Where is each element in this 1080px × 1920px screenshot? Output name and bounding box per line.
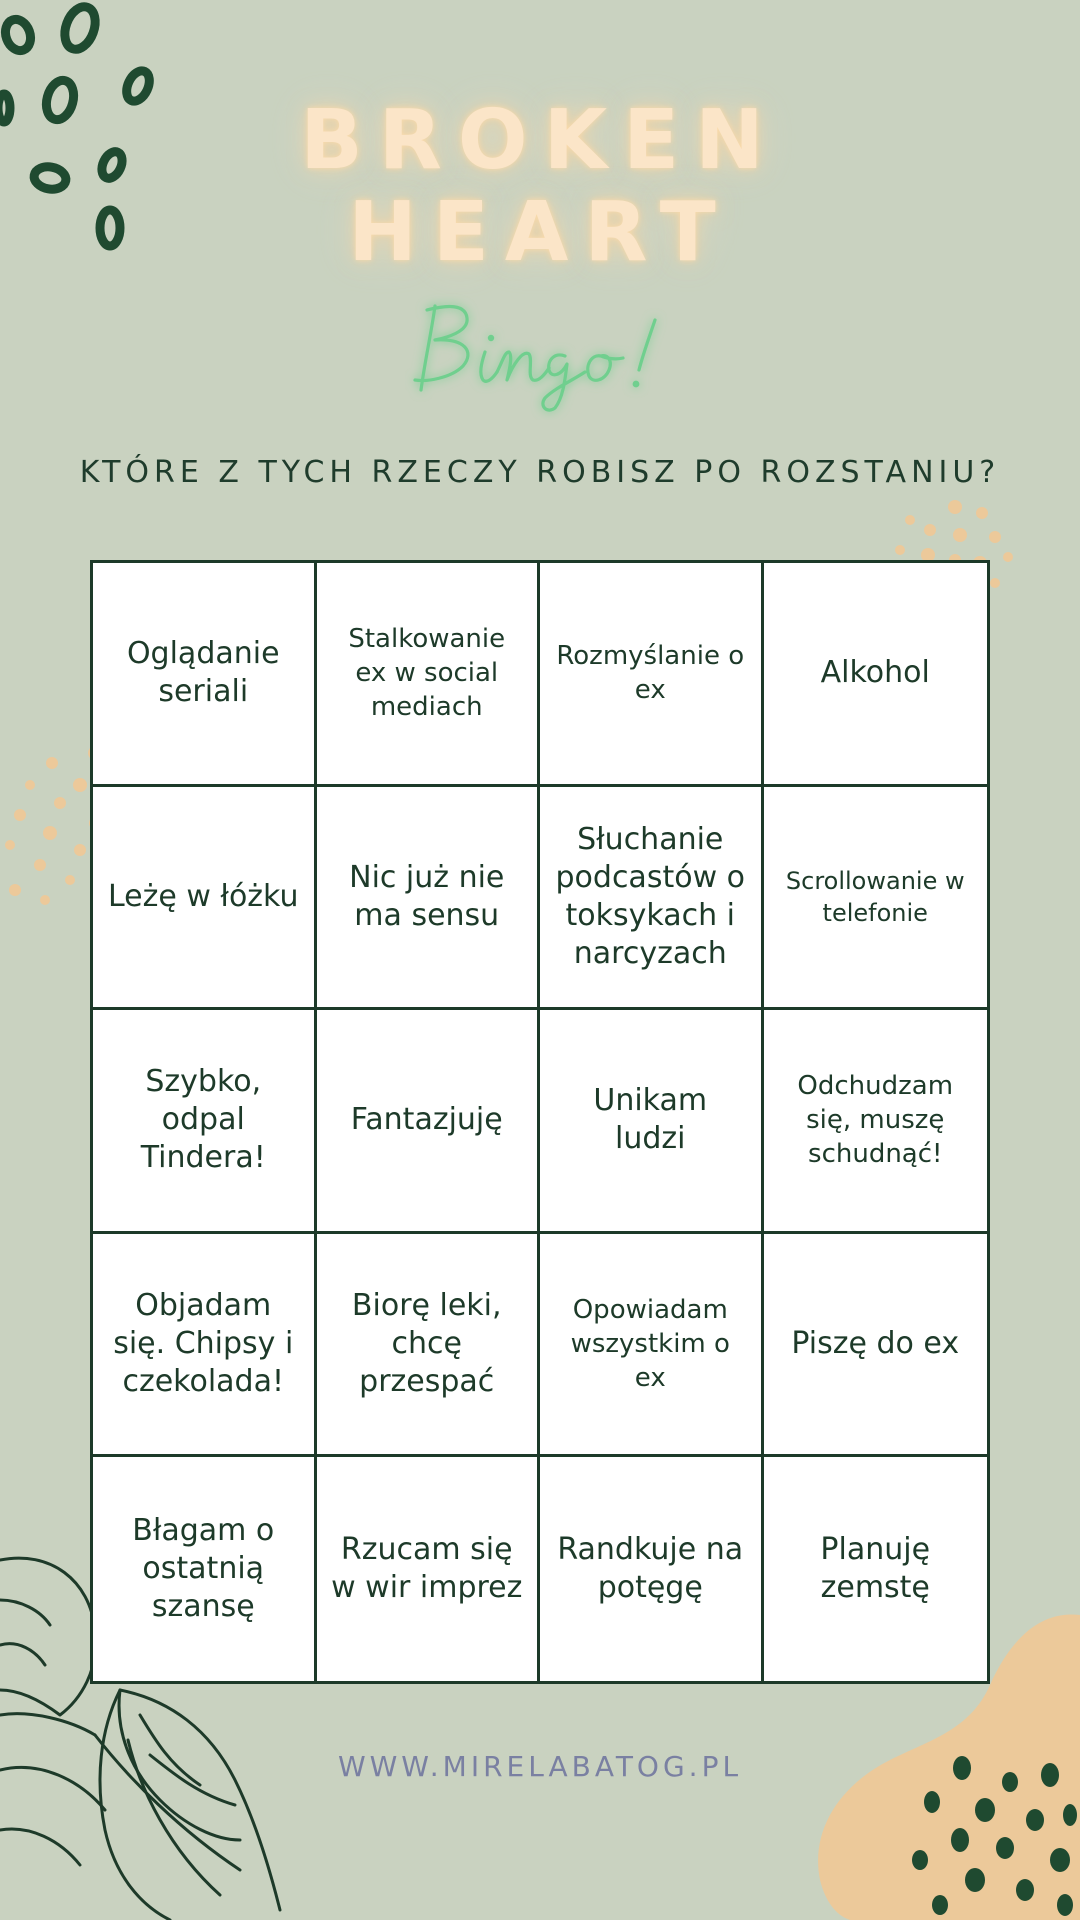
bingo-cell[interactable]: Objadam się. Chipsy i czekolada! [93,1234,317,1458]
bingo-cell[interactable]: Stalkowanie ex w social mediach [317,563,541,787]
bingo-cell[interactable]: Randkuje na potęgę [540,1457,764,1681]
bingo-cell[interactable]: Alkohol [764,563,988,787]
bingo-cell[interactable]: Błagam o ostatnią szansę [93,1457,317,1681]
bingo-cell[interactable]: Rozmyślanie o ex [540,563,764,787]
bingo-cell[interactable]: Unikam ludzi [540,1010,764,1234]
bingo-script-word [405,280,685,420]
title-line-heart: HEART [348,185,732,280]
bingo-cell[interactable]: Odchudzam się, muszę schudnąć! [764,1010,988,1234]
bingo-cell[interactable]: Piszę do ex [764,1234,988,1458]
bingo-cell[interactable]: Opowiadam wszystkim o ex [540,1234,764,1458]
bingo-cell[interactable]: Nic już nie ma sensu [317,787,541,1011]
bingo-cell[interactable]: Scrollowanie w telefonie [764,787,988,1011]
subtitle-question: KTÓRE Z TYCH RZECZY ROBISZ PO ROZSTANIU? [79,455,1001,490]
bingo-grid [90,560,990,1684]
bingo-cell[interactable]: Rzucam się w wir imprez [317,1457,541,1681]
title-line-broken: BROKEN [300,93,780,188]
website-url: WWW.MIRELABATOG.PL [337,1750,743,1783]
bingo-cell[interactable]: Słuchanie podcastów o toksykach i narcyzach [540,787,764,1011]
bingo-cell[interactable]: Oglądanie seriali [93,563,317,787]
bingo-neon-lettering [405,280,685,420]
bingo-cell[interactable]: Szybko, odpal Tindera! [93,1010,317,1234]
poster-title [0,95,1080,279]
bingo-cell[interactable]: Biorę leki, chcę przespać [317,1234,541,1458]
bingo-cell[interactable]: Fantazjuję [317,1010,541,1234]
bingo-cell[interactable]: Leżę w łóżku [93,787,317,1011]
bingo-cell[interactable]: Planuję zemstę [820,1532,931,1606]
